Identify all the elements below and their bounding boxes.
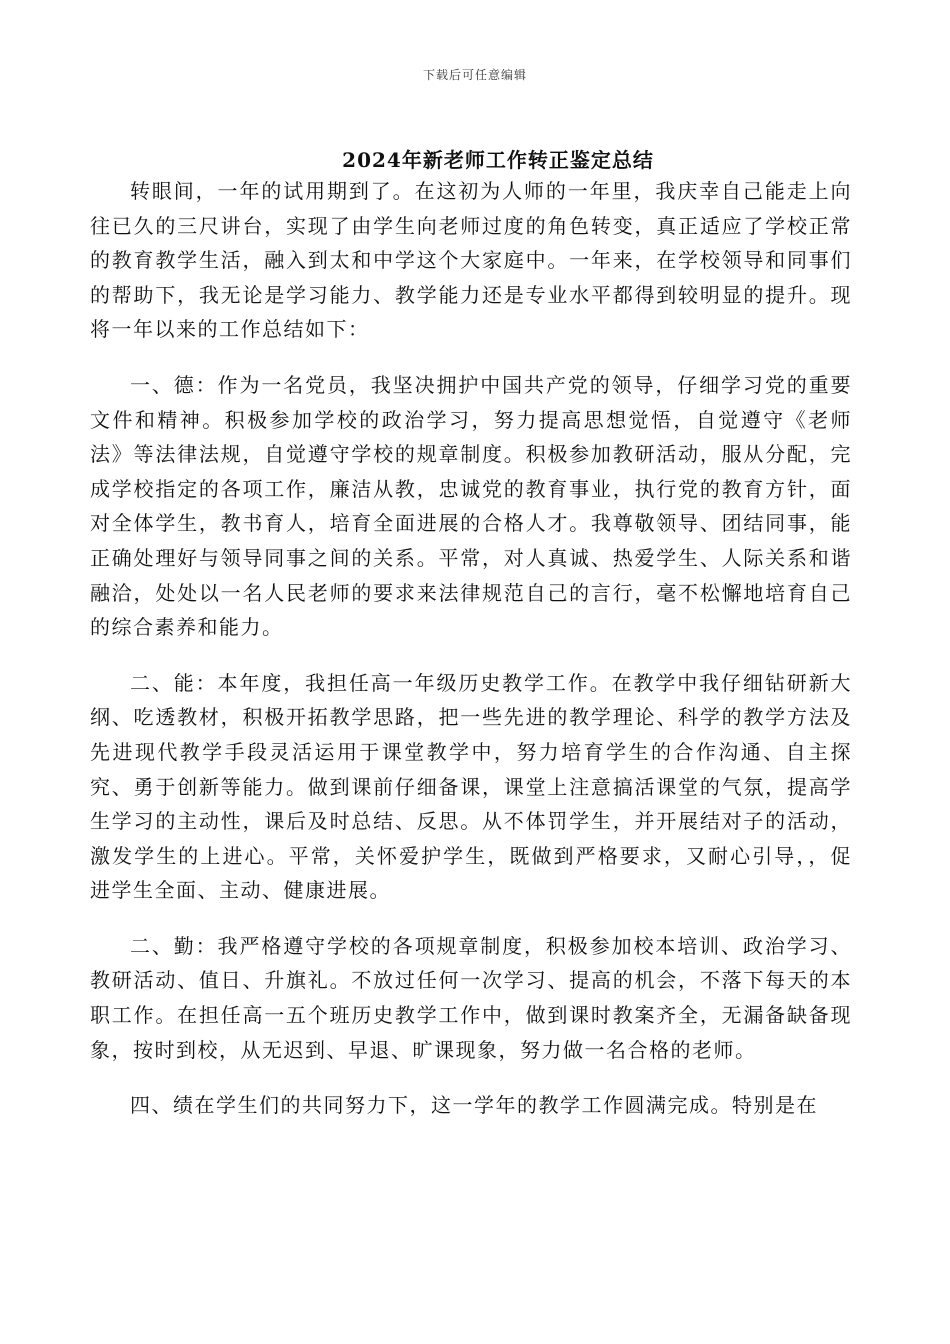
page-header: 下载后可任意编辑 [422,68,527,82]
paragraph-intro: 转眼间，一年的试用期到了。在这初为人师的一年里，我庆幸自己能走上向往已久的三尺讲台，实现了由学生向老师过度的角色转变，真正适应了学校正常的教育教学生活，融入到太和中学这个大家庭中。一年来，在学校领导和同事们的帮助下，我无论是学习能力、教学能力还是专业水平都得到较明显的提升。现将一年以来的工作总结如下： [90,179,852,342]
document-title: 2024年新老师工作转正鉴定总结 [342,148,654,172]
paragraph-morality: 一、德：作为一名党员，我坚决拥护中国共产党的领导，仔细学习党的重要文件和精神。积极参加学校的政治学习，努力提高思想觉悟，自觉遵守《老师法》等法律法规，自觉遵守学校的规章制度。积极参加教研活动，服从分配，完成学校指定的各项工作，廉洁从教，忠诚党的教育事业，执行党的教育方针，面对全体学生，教书育人，培育全面进展的合格人才。我尊敬领导、团结同事，能正确处理好与领导同事之间的关系。平常，对人真诚、热爱学生、人际关系和谐融洽，处处以一名人民老师的要求来法律规范自己的言行，毫不松懈地培育自己的综合素养和能力。 [90,372,852,640]
paragraph-diligence: 二、勤：我严格遵守学校的各项规章制度，积极参加校本培训、政治学习、教研活动、值日、升旗礼。不放过任何一次学习、提高的机会，不落下每天的本职工作。在担任高一五个班历史教学工作中，做到课时教案齐全，无漏备缺备现象，按时到校，从无迟到、早退、旷课现象，努力做一名合格的老师。 [90,933,852,1062]
paragraph-ability: 二、能：本年度，我担任高一年级历史教学工作。在教学中我仔细钻研新大纲、吃透教材，积极开拓教学思路，把一些先进的教学理论、科学的教学方法及先进现代教学手段灵活运用于课堂教学中，努力培育学生的合作沟通、自主探究、勇于创新等能力。做到课前仔细备课，课堂上注意搞活课堂的气氛，提高学生学习的主动性，课后及时总结、反思。从不体罚学生，并开展结对子的活动，激发学生的上进心。平常，关怀爱护学生，既做到严格要求，又耐心引导，，促进学生全面、主动、健康进展。 [90,670,852,903]
document-body [90,174,852,1144]
paragraph-achievement: 四、绩在学生们的共同努力下，这一学年的教学工作圆满完成。特别是在 [130,1093,818,1118]
